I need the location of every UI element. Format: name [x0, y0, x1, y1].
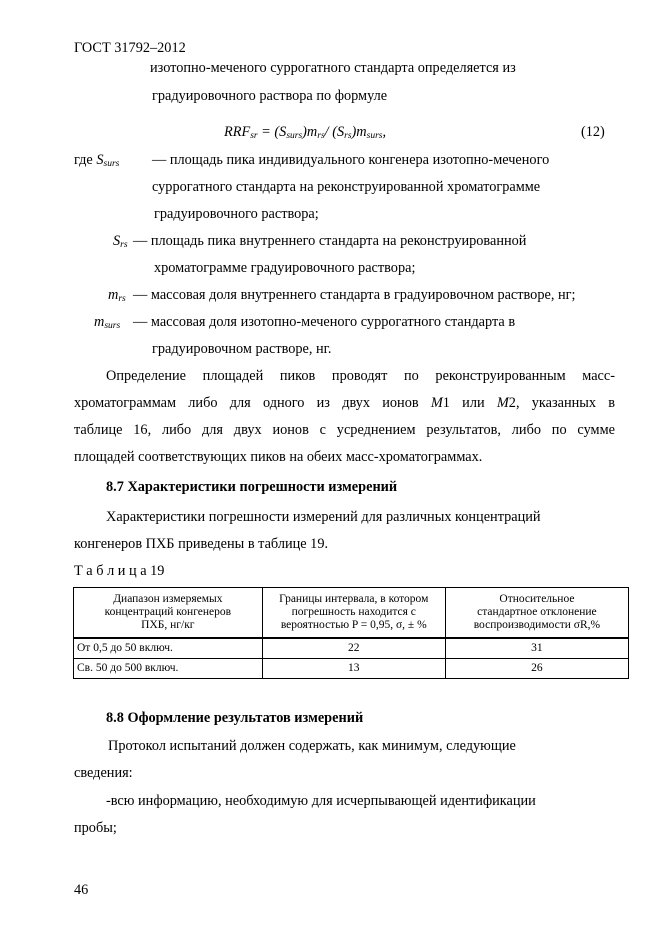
definition-3-symbol: $m_{rs}$	[108, 287, 126, 304]
section-8-8-line-1: Протокол испытаний должен содержать, как минимум, следующие	[108, 738, 516, 754]
paragraph-1-line-4: площадей соответствующих пиков на обеих масс-хроматограммах.	[74, 449, 483, 465]
formula-12: $RRF_{sr} = (S_{surs})m_{rs}/$ $(S_{rs})m_{surs}$,	[224, 124, 387, 141]
definition-1-line-3: градуировочного раствора;	[154, 206, 319, 222]
paragraph-1-line-2: хроматограммам либо для одного из двух ионов M1 или M2, указанных в	[74, 395, 616, 411]
table-cell: 26	[445, 659, 628, 679]
definition-1-line-2: суррогатного стандарта на реконструированной хроматограмме	[152, 179, 541, 195]
table-cell: 31	[445, 638, 628, 659]
paragraph-1-line-1: Определение площадей пиков проводят по реконструированным масс-	[106, 368, 615, 384]
definition-2-line-2: хроматограмме градуировочного раствора;	[154, 260, 416, 276]
paragraph-1-line-3: таблице 16, либо для двух ионов с усреднением результатов, либо по сумме	[74, 422, 615, 438]
table-row	[74, 638, 629, 659]
table-cell: 22	[262, 638, 445, 659]
table-cell: От 0,5 до 50 включ.	[74, 638, 263, 659]
definition-4-symbol: $m_{surs}$	[94, 314, 121, 331]
standard-header: ГОСТ 31792–2012	[74, 40, 186, 56]
intro-line-1: изотопно-меченого суррогатного стандарта определяется из	[150, 60, 516, 76]
definition-1-line-1: — площадь пика индивидуального конгенера изотопно-меченого	[152, 152, 550, 168]
formula-number: (12)	[581, 124, 605, 140]
section-8-7-title: 8.7 Характеристики погрешности измерений	[106, 479, 398, 495]
section-8-8-line-3: -всю информацию, необходимую для исчерпывающей идентификации	[106, 793, 536, 809]
definition-2-symbol: $S_{rs}$	[113, 233, 128, 250]
table-19	[73, 587, 629, 679]
table-cell: Св. 50 до 500 включ.	[74, 659, 263, 679]
section-8-8-line-2: сведения:	[74, 765, 133, 781]
table-caption: Т а б л и ц а 19	[74, 563, 165, 579]
table-header-row	[74, 588, 629, 639]
table-cell: 13	[262, 659, 445, 679]
section-8-7-line-1: Характеристики погрешности измерений для различных концентраций	[106, 509, 541, 525]
table-header-deviation: Относительное стандартное отклонение воспроизводимости σR,%	[445, 588, 628, 639]
definition-4-line-1: — массовая доля изотопно-меченого суррогатного стандарта в	[133, 314, 516, 330]
intro-line-2: градуировочного раствора по формуле	[152, 88, 388, 104]
table-header-range: Диапазон измеряемых концентраций конгенеров ПХБ, нг/кг	[74, 588, 263, 639]
section-8-8-line-4: пробы;	[74, 820, 117, 836]
page-number: 46	[74, 882, 89, 898]
section-8-8-title: 8.8 Оформление результатов измерений	[106, 710, 364, 726]
definition-2-line-1: — площадь пика внутреннего стандарта на реконструированной	[133, 233, 527, 249]
definition-4-line-2: градуировочном растворе, нг.	[152, 341, 332, 357]
section-8-7-line-2: конгенеров ПХБ приведены в таблице 19.	[74, 536, 329, 552]
table-row	[74, 659, 629, 679]
definition-3-line-1: — массовая доля внутреннего стандарта в градуировочном растворе, нг;	[133, 287, 576, 303]
definition-where: где $S_{surs}$	[74, 152, 120, 169]
table-header-interval: Границы интервала, в котором погрешность находится с вероятностью P = 0,95, σ, ± %	[262, 588, 445, 639]
